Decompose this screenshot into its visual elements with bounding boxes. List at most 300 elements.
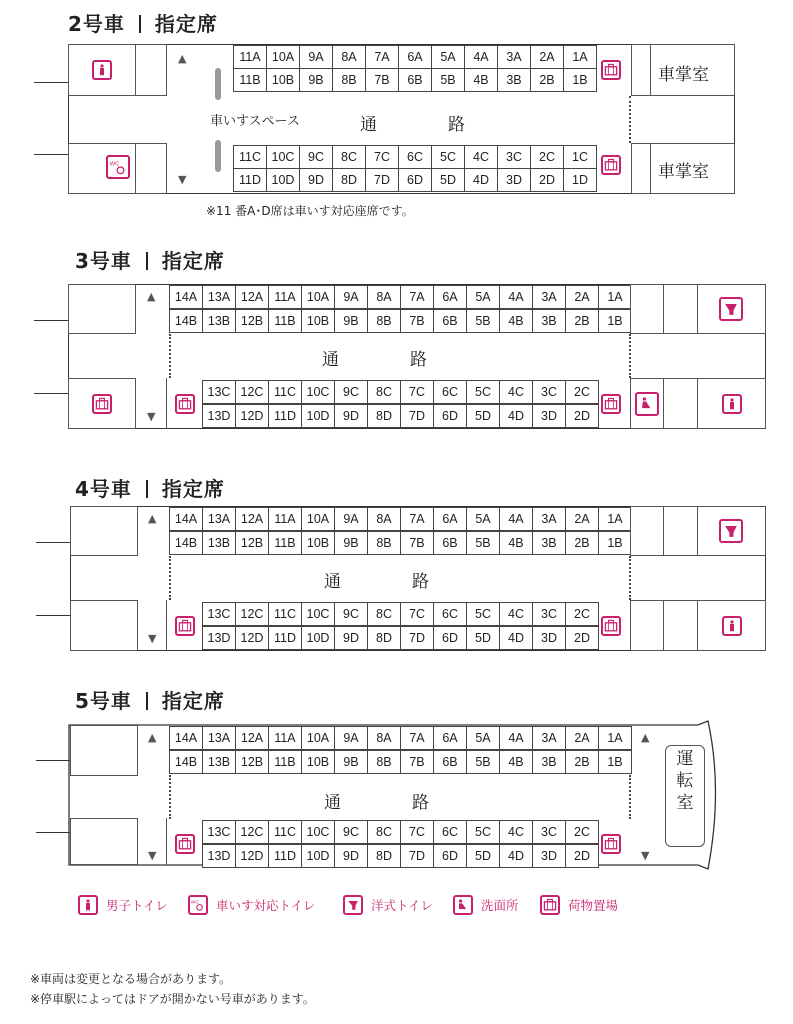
seat-a[interactable]: 9A [334, 726, 368, 750]
legend-label: 洗面所 [481, 898, 519, 913]
seat-type: 指定席 [161, 689, 225, 713]
seat-c[interactable]: 8C [367, 380, 401, 404]
seat-a[interactable]: 7A [365, 45, 399, 69]
car-number: 2号車 [68, 12, 125, 36]
aisle-label-1: 通 [360, 115, 379, 135]
seat-b[interactable]: 8B [332, 68, 366, 92]
seat-a[interactable]: 3A [532, 726, 566, 750]
western-toilet-icon [343, 895, 363, 915]
seat-c[interactable]: 4C [499, 602, 533, 626]
seat-d[interactable]: 10D [301, 626, 335, 650]
aisle-label-1: 通 [324, 572, 343, 592]
seat-c[interactable]: 6C [433, 380, 467, 404]
seat-type: 指定席 [154, 12, 218, 36]
seat-a[interactable]: 8A [367, 507, 401, 531]
seat-b[interactable]: 12B [235, 531, 269, 555]
washroom-icon [453, 895, 473, 915]
seat-c[interactable]: 12C [235, 380, 269, 404]
seat-a[interactable]: 4A [499, 726, 533, 750]
seat-a[interactable]: 4A [464, 45, 498, 69]
seat-c[interactable]: 8C [367, 820, 401, 844]
seat-d[interactable]: 8D [367, 404, 401, 428]
room [663, 378, 698, 429]
seat-b[interactable]: 5B [466, 750, 500, 774]
room [135, 44, 167, 96]
down-arrow-icon: ▼ [147, 410, 156, 423]
door-line [36, 542, 70, 543]
seat-c[interactable]: 7C [400, 602, 434, 626]
seat-d[interactable]: 2D [565, 844, 599, 868]
seat-d[interactable]: 9D [334, 844, 368, 868]
seat-c[interactable]: 13C [202, 380, 236, 404]
seat-d[interactable]: 11D [268, 844, 302, 868]
car-2-title [68, 8, 218, 37]
seat-a[interactable]: 7A [400, 285, 434, 309]
seat-d[interactable]: 6D [433, 844, 467, 868]
seat-d[interactable]: 12D [235, 844, 269, 868]
door-line [36, 615, 70, 616]
room [663, 600, 698, 651]
seat-d[interactable]: 5D [431, 168, 465, 192]
divider [166, 378, 167, 429]
seat-d[interactable]: 7D [365, 168, 399, 192]
seat-a[interactable]: 3A [497, 45, 531, 69]
seat-b[interactable]: 9B [334, 309, 368, 333]
legend-label: 車いす対応トイレ [216, 898, 316, 913]
seat-d[interactable]: 10D [266, 168, 300, 192]
seat-d[interactable]: 2D [530, 168, 564, 192]
wheelchair-seat-note: ※11 番A･D席は車いす対応座席です。 [206, 204, 414, 218]
seat-d[interactable]: 4D [464, 168, 498, 192]
footnote: ※停車駅によってはドアが開かない号車があります。 [30, 992, 315, 1006]
seat-a[interactable]: 5A [431, 45, 465, 69]
luggage-icon [601, 616, 621, 636]
seat-a[interactable]: 5A [466, 507, 500, 531]
seat-b[interactable]: 1B [598, 309, 632, 333]
seat-d[interactable]: 6D [433, 626, 467, 650]
seat-a[interactable]: 1A [598, 726, 632, 750]
room [631, 143, 651, 194]
seat-b[interactable]: 3B [532, 531, 566, 555]
seat-a[interactable]: 12A [235, 726, 269, 750]
seat-b[interactable]: 9B [334, 750, 368, 774]
wheelchair-handrail [215, 140, 221, 172]
down-arrow-icon: ▼ [641, 849, 650, 862]
mens-toilet-icon [722, 394, 742, 414]
seat-c[interactable]: 13C [202, 602, 236, 626]
seat-b[interactable]: 10B [301, 531, 335, 555]
seat-a[interactable]: 10A [301, 285, 335, 309]
seat-b[interactable]: 8B [367, 531, 401, 555]
wheelchair-toilet-icon [188, 895, 208, 915]
conductor-room-label: 車掌室 [658, 162, 709, 182]
seat-d[interactable]: 12D [235, 626, 269, 650]
seat-a[interactable]: 14A [169, 726, 203, 750]
seat-a[interactable]: 10A [301, 507, 335, 531]
seat-d[interactable]: 10D [301, 844, 335, 868]
seat-c[interactable]: 10C [301, 380, 335, 404]
seat-a[interactable]: 11A [268, 285, 302, 309]
seat-c[interactable]: 4C [499, 820, 533, 844]
room [630, 506, 664, 556]
washroom-icon [635, 392, 659, 416]
western-toilet-icon [719, 297, 743, 321]
svg-text:WC: WC [190, 900, 199, 906]
seat-d[interactable]: 5D [466, 626, 500, 650]
seat-b[interactable]: 6B [398, 68, 432, 92]
seat-d[interactable]: 3D [497, 168, 531, 192]
down-arrow-icon: ▼ [178, 173, 187, 186]
seat-d[interactable]: 7D [400, 844, 434, 868]
aisle-dots [629, 334, 631, 378]
seat-b[interactable]: 14B [169, 309, 203, 333]
seat-b[interactable]: 5B [431, 68, 465, 92]
seat-b[interactable]: 8B [367, 750, 401, 774]
seat-b[interactable]: 7B [400, 309, 434, 333]
seat-a[interactable]: 9A [334, 285, 368, 309]
seat-a[interactable]: 11A [233, 45, 267, 69]
seat-c[interactable]: 1C [563, 145, 597, 169]
room [70, 818, 138, 865]
seat-b[interactable]: 11B [268, 531, 302, 555]
aisle-label-1: 通 [322, 350, 341, 370]
seat-b[interactable]: 7B [365, 68, 399, 92]
seat-a[interactable]: 1A [598, 507, 632, 531]
seat-c[interactable]: 9C [334, 602, 368, 626]
room [70, 506, 138, 556]
seat-a[interactable]: 7A [400, 507, 434, 531]
seat-b[interactable]: 9B [334, 531, 368, 555]
legend-washroom [453, 895, 519, 915]
seat-b[interactable]: 10B [266, 68, 300, 92]
seat-a[interactable]: 5A [466, 285, 500, 309]
seat-b[interactable]: 13B [202, 309, 236, 333]
room [70, 600, 138, 651]
seat-a[interactable]: 10A [266, 45, 300, 69]
seat-c[interactable]: 11C [268, 602, 302, 626]
seat-c[interactable]: 13C [202, 820, 236, 844]
seat-c[interactable]: 3C [532, 380, 566, 404]
seat-b[interactable]: 7B [400, 531, 434, 555]
door-line [34, 320, 68, 321]
seat-a[interactable]: 9A [299, 45, 333, 69]
seat-a[interactable]: 2A [565, 507, 599, 531]
up-arrow-icon: ▲ [147, 290, 156, 303]
seat-b[interactable]: 2B [565, 531, 599, 555]
seat-d[interactable]: 3D [532, 404, 566, 428]
aisle-label-2: 路 [410, 350, 429, 370]
seat-c[interactable]: 8C [332, 145, 366, 169]
seat-d[interactable]: 4D [499, 404, 533, 428]
up-arrow-icon: ▲ [178, 52, 187, 65]
car-number: 5号車 [75, 689, 132, 713]
seat-c[interactable]: 12C [235, 602, 269, 626]
legend-label: 男子トイレ [106, 898, 168, 913]
seat-d[interactable]: 8D [332, 168, 366, 192]
seat-d[interactable]: 10D [301, 404, 335, 428]
down-arrow-icon: ▼ [148, 632, 157, 645]
seat-a[interactable]: 6A [433, 507, 467, 531]
seat-c[interactable]: 10C [301, 820, 335, 844]
seat-b[interactable]: 12B [235, 750, 269, 774]
seat-c[interactable]: 6C [398, 145, 432, 169]
seat-c[interactable]: 9C [299, 145, 333, 169]
seat-c[interactable]: 11C [233, 145, 267, 169]
seat-d[interactable]: 7D [400, 626, 434, 650]
seat-b[interactable]: 4B [499, 309, 533, 333]
aisle-dots [629, 775, 631, 819]
up-arrow-icon: ▲ [148, 512, 157, 525]
seat-d[interactable]: 11D [268, 626, 302, 650]
seat-d[interactable]: 5D [466, 404, 500, 428]
seat-b[interactable]: 14B [169, 531, 203, 555]
seat-b[interactable]: 3B [532, 750, 566, 774]
conductor-room-label: 車掌室 [658, 65, 709, 85]
seat-c[interactable]: 5C [466, 602, 500, 626]
room [630, 284, 664, 334]
aisle-label-1: 通 [324, 793, 343, 813]
seat-b[interactable]: 1B [598, 750, 632, 774]
seat-c[interactable]: 7C [400, 820, 434, 844]
seat-b[interactable]: 4B [499, 750, 533, 774]
seat-b[interactable]: 7B [400, 750, 434, 774]
seat-a[interactable]: 2A [565, 726, 599, 750]
seat-b[interactable]: 11B [268, 750, 302, 774]
seat-d[interactable]: 6D [433, 404, 467, 428]
seat-b[interactable]: 2B [530, 68, 564, 92]
luggage-icon [175, 394, 195, 414]
seat-c[interactable]: 9C [334, 380, 368, 404]
luggage-icon [601, 155, 621, 175]
seat-d[interactable]: 13D [202, 844, 236, 868]
seat-a[interactable]: 12A [235, 285, 269, 309]
seat-c[interactable]: 2C [530, 145, 564, 169]
seat-type: 指定席 [161, 477, 225, 501]
seat-b[interactable]: 4B [499, 531, 533, 555]
seat-a[interactable]: 11A [268, 507, 302, 531]
legend-mens-toilet [78, 895, 168, 915]
divider [166, 600, 167, 651]
seat-a[interactable]: 8A [367, 285, 401, 309]
seat-a[interactable]: 10A [301, 726, 335, 750]
seat-b[interactable]: 10B [301, 309, 335, 333]
driver-room-label: 運転室 [676, 749, 694, 813]
seat-b[interactable]: 1B [598, 531, 632, 555]
seat-b[interactable]: 13B [202, 531, 236, 555]
seat-b[interactable]: 1B [563, 68, 597, 92]
seat-b[interactable]: 4B [464, 68, 498, 92]
door-line [36, 832, 70, 833]
luggage-icon [601, 834, 621, 854]
seat-a[interactable]: 3A [532, 285, 566, 309]
seat-type: 指定席 [161, 249, 225, 273]
wheelchair-handrail [215, 68, 221, 100]
seat-a[interactable]: 2A [530, 45, 564, 69]
legend-luggage [540, 895, 618, 915]
car-3-title [75, 245, 225, 274]
legend-wheelchair-toilet [188, 895, 315, 915]
seat-b[interactable]: 11B [233, 68, 267, 92]
seat-b[interactable]: 3B [497, 68, 531, 92]
seat-d[interactable]: 1D [563, 168, 597, 192]
room [70, 725, 138, 776]
up-arrow-icon: ▲ [641, 731, 650, 744]
seat-d[interactable]: 6D [398, 168, 432, 192]
seat-b[interactable]: 12B [235, 309, 269, 333]
seat-d[interactable]: 11D [233, 168, 267, 192]
seat-b[interactable]: 11B [268, 309, 302, 333]
svg-text:WC: WC [109, 161, 120, 168]
seat-a[interactable]: 4A [499, 507, 533, 531]
seat-c[interactable]: 11C [268, 380, 302, 404]
seat-d[interactable]: 4D [499, 626, 533, 650]
legend-label: 洋式トイレ [371, 898, 433, 913]
seat-a[interactable]: 9A [334, 507, 368, 531]
seat-c[interactable]: 5C [431, 145, 465, 169]
seat-c[interactable]: 3C [532, 820, 566, 844]
seat-c[interactable]: 3C [497, 145, 531, 169]
aisle-label-2: 路 [412, 572, 431, 592]
seat-b[interactable]: 6B [433, 309, 467, 333]
luggage-icon [175, 834, 195, 854]
car-number: 3号車 [75, 249, 132, 273]
seat-b[interactable]: 6B [433, 531, 467, 555]
door-line [34, 393, 68, 394]
aisle-dots [169, 334, 171, 378]
seat-c[interactable]: 2C [565, 602, 599, 626]
seat-c[interactable]: 9C [334, 820, 368, 844]
seat-a[interactable]: 3A [532, 507, 566, 531]
seat-c[interactable]: 11C [268, 820, 302, 844]
room [630, 600, 664, 651]
seat-c[interactable]: 10C [301, 602, 335, 626]
seat-a[interactable]: 5A [466, 726, 500, 750]
seat-d[interactable]: 4D [499, 844, 533, 868]
seat-d[interactable]: 11D [268, 404, 302, 428]
seat-d[interactable]: 9D [334, 626, 368, 650]
door-line [36, 760, 70, 761]
car-5-title [75, 685, 225, 714]
aisle-dots [169, 775, 171, 819]
seat-c[interactable]: 10C [266, 145, 300, 169]
seat-d[interactable]: 5D [466, 844, 500, 868]
aisle-dots [629, 96, 631, 143]
seat-d[interactable]: 13D [202, 626, 236, 650]
seat-b[interactable]: 2B [565, 309, 599, 333]
seat-b[interactable]: 6B [433, 750, 467, 774]
door-line [34, 82, 68, 83]
seat-d[interactable]: 2D [565, 404, 599, 428]
seat-b[interactable]: 2B [565, 750, 599, 774]
room [135, 143, 167, 194]
luggage-icon [601, 60, 621, 80]
room [663, 506, 698, 556]
seat-b[interactable]: 13B [202, 750, 236, 774]
seat-a[interactable]: 1A [563, 45, 597, 69]
luggage-icon [92, 394, 112, 414]
western-toilet-icon [719, 519, 743, 543]
seat-c[interactable]: 2C [565, 380, 599, 404]
seat-a[interactable]: 14A [169, 285, 203, 309]
car-4-title [75, 473, 225, 502]
seat-d[interactable]: 13D [202, 404, 236, 428]
mens-toilet-icon [92, 60, 112, 80]
seat-d[interactable]: 2D [565, 626, 599, 650]
seat-a[interactable]: 8A [367, 726, 401, 750]
seat-c[interactable]: 5C [466, 380, 500, 404]
mens-toilet-icon [78, 895, 98, 915]
seat-d[interactable]: 3D [532, 626, 566, 650]
wheelchair-toilet-icon [106, 155, 130, 179]
seat-a[interactable]: 4A [499, 285, 533, 309]
seat-a[interactable]: 12A [235, 507, 269, 531]
seat-a[interactable]: 11A [268, 726, 302, 750]
seat-c[interactable]: 7C [400, 380, 434, 404]
seat-a[interactable]: 6A [433, 726, 467, 750]
mens-toilet-icon [722, 616, 742, 636]
luggage-icon [540, 895, 560, 915]
footnote: ※車両は変更となる場合があります。 [30, 972, 232, 986]
seat-c[interactable]: 4C [464, 145, 498, 169]
seat-b[interactable]: 9B [299, 68, 333, 92]
seat-d[interactable]: 8D [367, 626, 401, 650]
seat-b[interactable]: 5B [466, 531, 500, 555]
seat-a[interactable]: 14A [169, 507, 203, 531]
seat-b[interactable]: 14B [169, 750, 203, 774]
seat-c[interactable]: 7C [365, 145, 399, 169]
aisle-label-2: 路 [412, 793, 431, 813]
seat-b[interactable]: 10B [301, 750, 335, 774]
seat-d[interactable]: 9D [299, 168, 333, 192]
seat-d[interactable]: 7D [400, 404, 434, 428]
room [663, 284, 698, 334]
seat-a[interactable]: 13A [202, 726, 236, 750]
seat-c[interactable]: 6C [433, 602, 467, 626]
seat-c[interactable]: 8C [367, 602, 401, 626]
seat-c[interactable]: 3C [532, 602, 566, 626]
seat-c[interactable]: 12C [235, 820, 269, 844]
seat-d[interactable]: 9D [334, 404, 368, 428]
seat-b[interactable]: 5B [466, 309, 500, 333]
door-line [34, 154, 68, 155]
seat-a[interactable]: 6A [398, 45, 432, 69]
seat-c[interactable]: 2C [565, 820, 599, 844]
seat-d[interactable]: 8D [367, 844, 401, 868]
seat-c[interactable]: 5C [466, 820, 500, 844]
divider [166, 818, 167, 865]
legend-western-toilet [343, 895, 433, 915]
seat-b[interactable]: 8B [367, 309, 401, 333]
car-number: 4号車 [75, 477, 132, 501]
seat-a[interactable]: 1A [598, 285, 632, 309]
seat-a[interactable]: 7A [400, 726, 434, 750]
seat-d[interactable]: 12D [235, 404, 269, 428]
aisle-label-2: 路 [448, 115, 467, 135]
seat-d[interactable]: 3D [532, 844, 566, 868]
seat-a[interactable]: 13A [202, 285, 236, 309]
seat-a[interactable]: 8A [332, 45, 366, 69]
seat-b[interactable]: 3B [532, 309, 566, 333]
seat-a[interactable]: 6A [433, 285, 467, 309]
seat-a[interactable]: 13A [202, 507, 236, 531]
aisle-dots [629, 556, 631, 600]
seat-c[interactable]: 6C [433, 820, 467, 844]
seat-c[interactable]: 4C [499, 380, 533, 404]
luggage-icon [601, 394, 621, 414]
seat-a[interactable]: 2A [565, 285, 599, 309]
up-arrow-icon: ▲ [148, 731, 157, 744]
room [68, 284, 136, 334]
